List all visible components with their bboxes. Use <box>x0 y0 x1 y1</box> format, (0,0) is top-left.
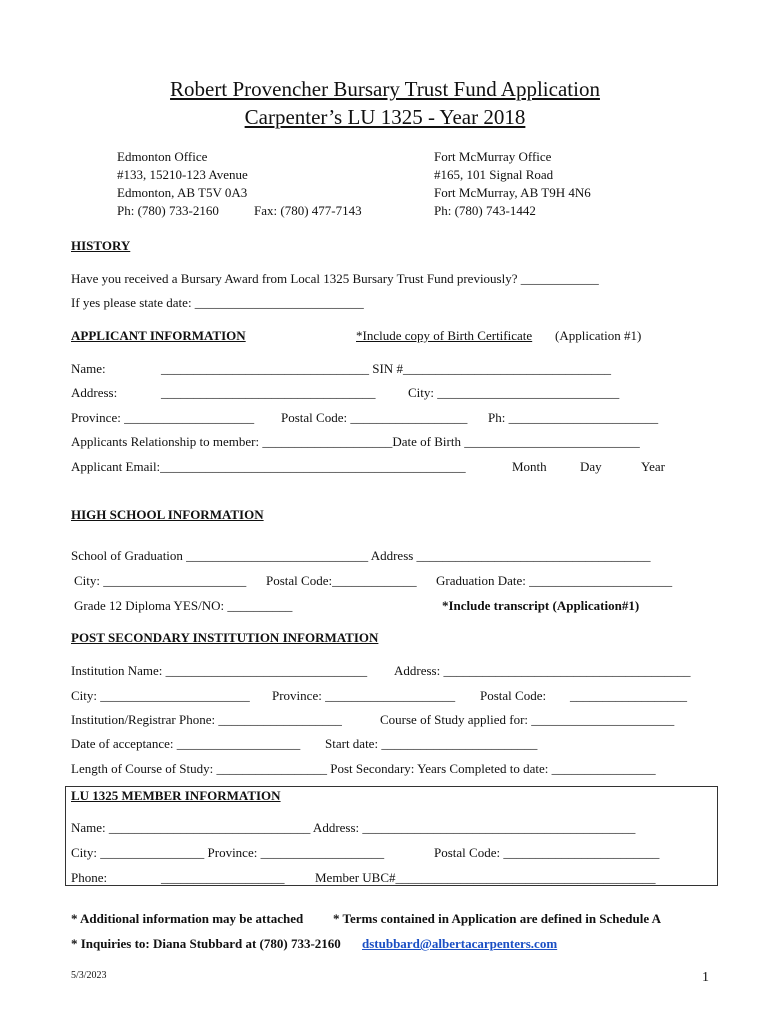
institution-province-field[interactable]: Province: ____________________ <box>272 688 456 703</box>
dob-month-label: Month <box>512 459 547 474</box>
fort-mcmurray-office-name: Fort McMurray Office <box>434 149 552 164</box>
fort-mcmurray-phone: Ph: (780) 743-1442 <box>434 203 536 218</box>
dob-year-label: Year <box>641 459 665 474</box>
acceptance-date-field[interactable]: Date of acceptance: ___________________ <box>71 736 301 751</box>
contact-email-link[interactable]: dstubbard@albertacarpenters.com <box>362 936 558 951</box>
applicant-city-field[interactable]: City: ____________________________ <box>408 385 620 400</box>
applicant-email-field[interactable]: Applicant Email:_______________________________________________ <box>71 459 466 474</box>
school-postal-code-field[interactable]: Postal Code:_____________ <box>266 573 417 588</box>
print-date: 5/3/2023 <box>71 970 107 981</box>
transcript-note: *Include transcript (Application#1) <box>442 598 640 613</box>
schedule-a-note: * Terms contained in Application are defined in Schedule A <box>333 911 662 926</box>
page-number: 1 <box>702 970 709 985</box>
post-secondary-heading: POST SECONDARY INSTITUTION INFORMATION <box>71 630 379 645</box>
applicant-address-field[interactable]: _________________________________ <box>161 385 376 400</box>
applicant-address-label: Address: <box>71 385 118 400</box>
high-school-heading: HIGH SCHOOL INFORMATION <box>71 507 264 522</box>
fort-mcmurray-address2: Fort McMurray, AB T9H 4N6 <box>434 185 591 200</box>
applicant-phone-field[interactable]: Ph: _______________________ <box>488 410 659 425</box>
course-of-study-field[interactable]: Course of Study applied for: ______________________ <box>380 712 675 727</box>
member-city-province-field[interactable]: City: ________________ Province: ___________________ <box>71 845 385 860</box>
institution-name-field[interactable]: Institution Name: _______________________________ <box>71 663 368 678</box>
school-city-field[interactable]: City: ______________________ <box>74 573 247 588</box>
additional-info-note: * Additional information may be attached <box>71 911 304 926</box>
applicant-relationship-dob-field[interactable]: Applicants Relationship to member: ____________________Date of Birth ___________________________ <box>71 434 640 449</box>
applicant-postal-code-field[interactable]: Postal Code: __________________ <box>281 410 468 425</box>
start-date-field[interactable]: Start date: ________________________ <box>325 736 538 751</box>
edmonton-address1: #133, 15210-123 Avenue <box>117 167 248 182</box>
edmonton-address2: Edmonton, AB T5V 0A3 <box>117 185 248 200</box>
form-subtitle: Carpenter’s LU 1325 - Year 2018 <box>244 105 526 129</box>
graduation-date-field[interactable]: Graduation Date: ______________________ <box>436 573 673 588</box>
inquiries-note: * Inquiries to: Diana Stubbard at (780) 733-2160 <box>71 936 341 951</box>
edmonton-fax: Fax: (780) 477-7143 <box>254 203 362 218</box>
dob-day-label: Day <box>580 459 602 474</box>
school-graduation-address-field[interactable]: School of Graduation ____________________________ Address ____________________________________ <box>71 548 651 563</box>
fort-mcmurray-address1: #165, 101 Signal Road <box>434 167 554 182</box>
applicant-province-field[interactable]: Province: ____________________ <box>71 410 255 425</box>
registrar-phone-field[interactable]: Institution/Registrar Phone: ___________________ <box>71 712 342 727</box>
member-phone-field[interactable]: ___________________ <box>161 870 285 885</box>
applicant-name-label: Name: <box>71 361 106 376</box>
member-phone-label: Phone: <box>71 870 108 885</box>
birth-certificate-note: *Include copy of Birth Certificate <box>356 328 533 343</box>
course-length-years-field[interactable]: Length of Course of Study: _________________ Post Secondary: Years Completed to date: ________________ <box>71 761 656 776</box>
form-title: Robert Provencher Bursary Trust Fund Application <box>170 77 600 101</box>
birth-certificate-app-ref: (Application #1) <box>555 328 642 343</box>
institution-address-field[interactable]: Address: ______________________________________ <box>394 663 691 678</box>
edmonton-phone: Ph: (780) 733-2160 <box>117 203 219 218</box>
institution-city-field[interactable]: City: _______________________ <box>71 688 250 703</box>
edmonton-office-name: Edmonton Office <box>117 149 208 164</box>
member-name-address-field[interactable]: Name: _______________________________ Address: __________________________________________ <box>71 820 636 835</box>
member-ubc-field[interactable]: Member UBC#________________________________________ <box>315 870 656 885</box>
institution-postal-code-label: Postal Code: <box>480 688 547 703</box>
applicant-heading: APPLICANT INFORMATION <box>71 328 246 343</box>
history-heading: HISTORY <box>71 238 131 253</box>
member-heading: LU 1325 MEMBER INFORMATION <box>71 788 281 803</box>
diploma-yes-no-field[interactable]: Grade 12 Diploma YES/NO: __________ <box>74 598 293 613</box>
previous-bursary-question[interactable]: Have you received a Bursary Award from Local 1325 Bursary Trust Fund previously? ____________ <box>71 271 599 286</box>
institution-postal-code-field[interactable]: __________________ <box>570 688 687 703</box>
member-postal-code-field[interactable]: Postal Code: ________________________ <box>434 845 660 860</box>
applicant-name-sin-field[interactable]: ________________________________ SIN #________________________________ <box>161 361 611 376</box>
previous-bursary-date[interactable]: If yes please state date: __________________________ <box>71 295 364 310</box>
